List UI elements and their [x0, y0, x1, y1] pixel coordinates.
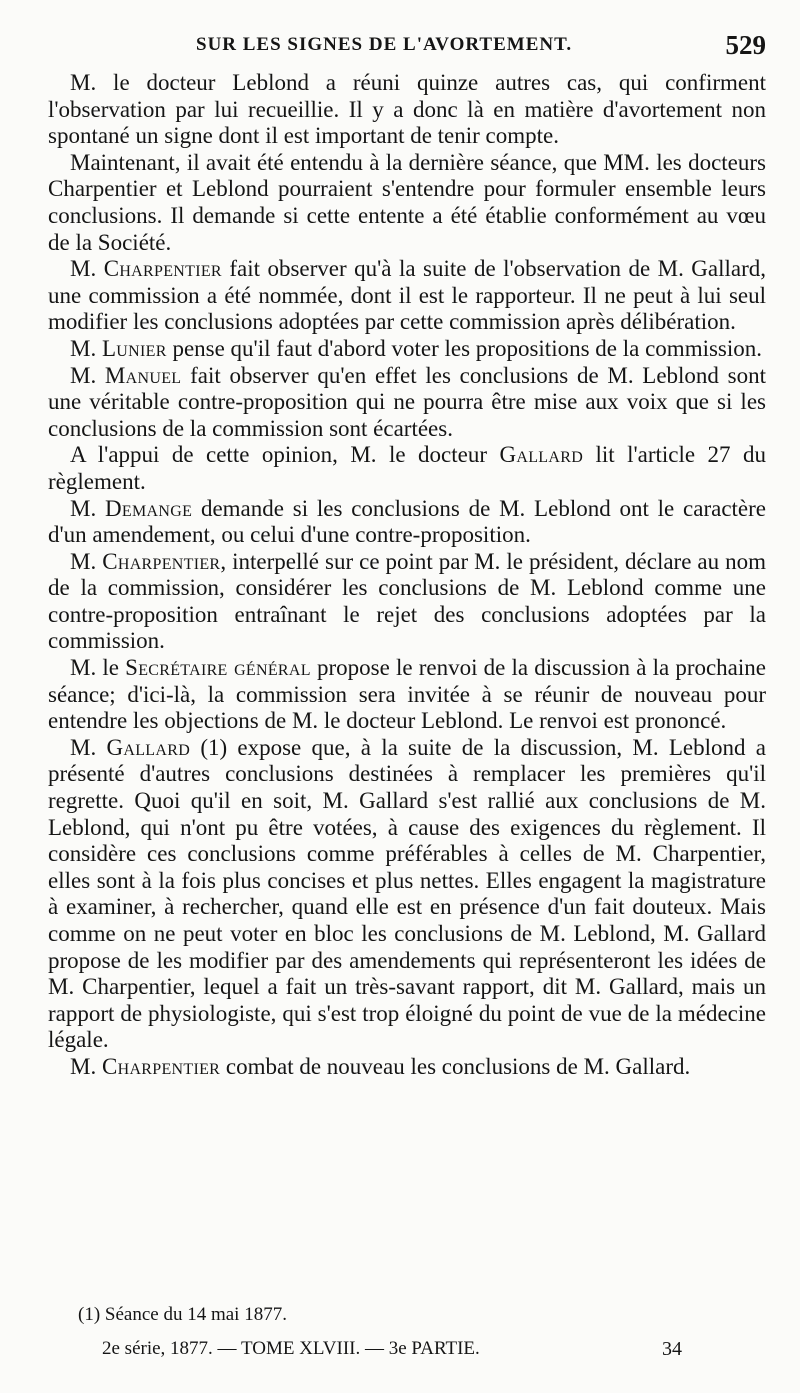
paragraph-text: fait observer qu'en effet les conclusions de M. Leblond sont une véritable contre-proposition qui ne pourra être mise aux voix que si les conclusions de la commission sont écartées. [48, 362, 766, 441]
speaker-name: Charpentier [103, 256, 222, 282]
paragraph-text: fait observer qu'à la suite de l'observation de M. Gallard, une commission a été nommée, dont il est le rapporteur. Il ne peut à lui seul modifier les conclusions adoptées par cette commission après délibération. [48, 256, 767, 335]
paragraph [48, 496, 766, 549]
paragraph-text: Maintenant, il avait été entendu à la dernière séance, que MM. les docteurs Charpentier et Leblond pourraient s'entendre pour formuler ensemble leurs conclusions. Il demande si cette entente a été établie conformément au vœu de la Société. [48, 149, 766, 255]
speaker-name: Manuel [104, 362, 182, 388]
speaker-name: Gallard [499, 442, 584, 468]
speaker-name: Charpentier [101, 1053, 221, 1079]
signature-sheet-number: 34 [662, 1338, 682, 1360]
speaker-name: Charpentier [102, 548, 221, 574]
paragraph [48, 442, 766, 495]
speaker-name: Demange [105, 495, 193, 521]
paragraph [48, 363, 766, 443]
paragraph-text: M. [70, 1053, 102, 1079]
body-text [48, 70, 766, 1081]
footnote: (1) Séance du 14 mai 1877. [78, 1304, 287, 1325]
paragraph-text: M. le docteur Leblond a réuni quinze autres cas, qui confirment l'observation par lui recueillie. Il y a donc là en matière d'avortement non spontané un signe dont il est important de tenir compte. [48, 70, 766, 149]
paragraph [48, 336, 766, 363]
paragraph [48, 549, 766, 655]
paragraph-text: pense qu'il faut d'abord voter les propositions de la commission. [166, 335, 763, 361]
paragraph-text: M. [70, 362, 105, 388]
paragraph-text: M. [70, 734, 107, 760]
speaker-name: Secrétaire général [125, 655, 311, 681]
paragraph-text: A l'appui de cette opinion, M. le docteur [70, 442, 500, 468]
page-number: 529 [725, 30, 766, 60]
printer-signature [102, 1338, 682, 1366]
paragraph-text: M. [70, 335, 102, 361]
paragraph [48, 655, 766, 735]
paragraph-text: M. le [70, 655, 126, 681]
paragraph-text: , interpellé sur ce point par M. le président, déclare au nom de la commission, considérer les conclusions de M. Leblond comme une contre-proposition entraînant le rejet des conclusions adoptées par la commission. [48, 548, 767, 654]
paragraph [48, 1054, 766, 1081]
paragraph-text: M. [70, 256, 104, 282]
paragraph-text: M. [70, 548, 103, 574]
paragraph [48, 735, 766, 1054]
running-head [48, 28, 766, 68]
paragraph [48, 70, 766, 150]
paragraph-text: combat de nouveau les conclusions de M. Gallard. [220, 1053, 691, 1079]
paragraph [48, 150, 766, 256]
speaker-name: Lunier [101, 335, 167, 361]
paragraph-text: M. [70, 495, 105, 521]
paragraph-text: demande si les conclusions de M. Leblond ont le caractère d'un amendement, ou celui d'une contre-proposition. [48, 495, 767, 548]
speaker-name: Gallard [106, 734, 191, 760]
paragraph [48, 256, 766, 336]
paragraph-text: lit l'article 27 du règlement. [48, 442, 766, 494]
paragraph-text: (1) expose que, à la suite de la discussion, M. Leblond a présenté d'autres conclusions destinées à remplacer les premières qu'il regrette. Quoi qu'il en soit, M. Gallard s'est rallié aux conclusions de M. Leblond, qui n'ont pu être votées, à cause des exigences du règlement. Il considère ces conclusions comme préférables à celles de M. Charpentier, elles sont à la fois plus concises et plus nettes. Elles engagent la magistrature à examiner, à rechercher, quand elle est en présence d'un fait douteux. Mais comme on ne peut voter en bloc les conclusions de M. Leblond, M. Gallard propose de les modifier par des amendements qui représenteront les idées de M. Charpentier, lequel a fait un très-savant rapport, dit M. Gallard, mais un rapport de physiologiste, qui s'est trop éloigné du point de vue de la médecine légale. [48, 734, 766, 1053]
signature-series: 2e série, 1877. — TOME XLVIII. — 3e PARTIE. [102, 1338, 480, 1359]
paragraph-text: propose le renvoi de la discussion à la prochaine séance; d'ici-là, la commission sera invitée à se réunir de nouveau pour entendre les objections de M. le docteur Leblond. Le renvoi est prononcé. [48, 655, 766, 734]
running-title: SUR LES SIGNES DE L'AVORTEMENT. [196, 34, 573, 55]
